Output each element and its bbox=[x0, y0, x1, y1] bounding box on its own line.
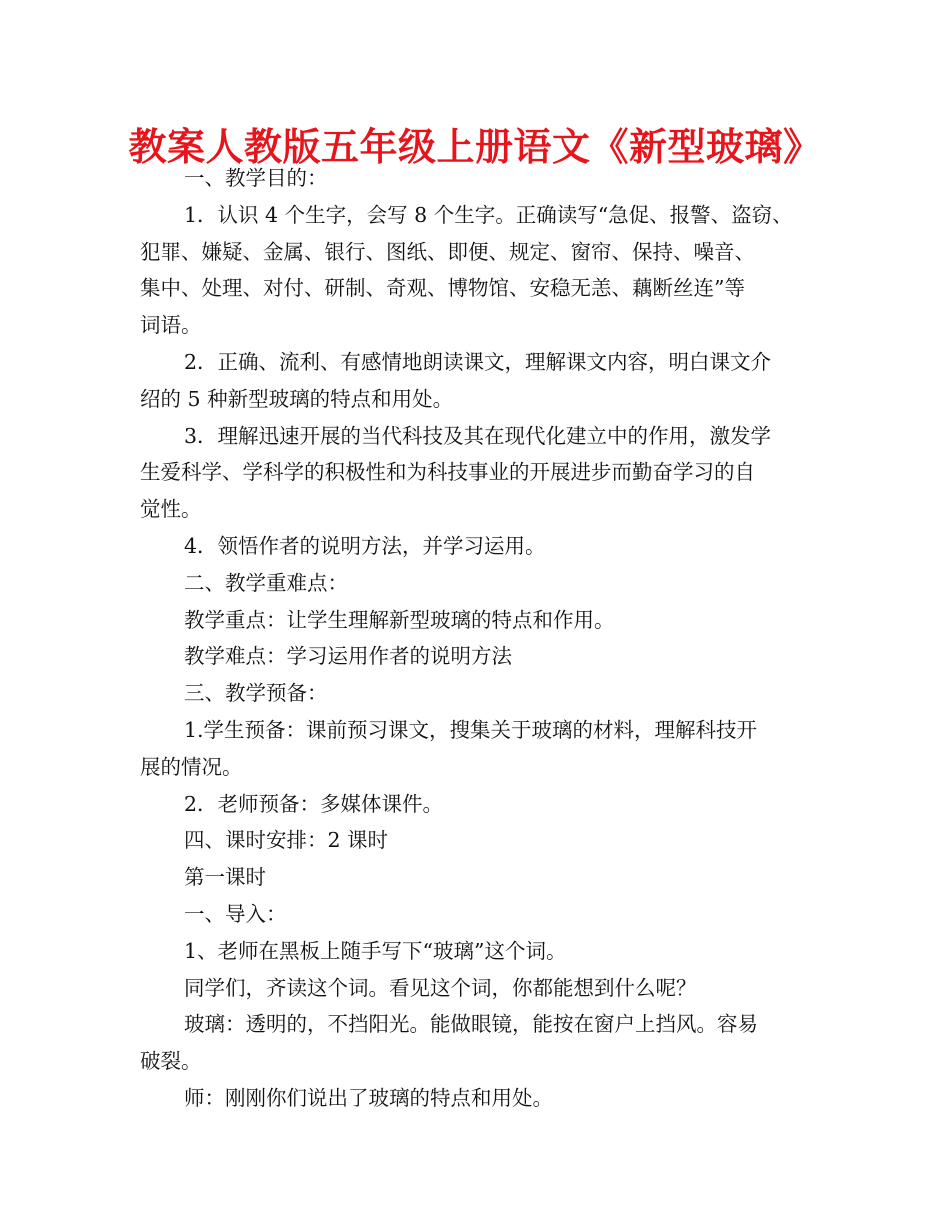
text-line: 1、老师在黑板上随手写下“玻璃”这个词。 bbox=[184, 938, 567, 963]
text-line: 二、教学重难点： bbox=[184, 570, 348, 595]
text-line: 1.学生预备：课前预习课文，搜集关于玻璃的材料，理解科技开 bbox=[184, 717, 758, 742]
text-line: 4．领悟作者的说明方法，并学习运用。 bbox=[184, 533, 546, 558]
text-line: 同学们，齐读这个词。看见这个词，你都能想到什么呢？ bbox=[184, 975, 697, 1000]
text-line: 第一课时 bbox=[184, 865, 266, 890]
text-line: 3．理解迅速开展的当代科技及其在现代化建立中的作用，激发学 bbox=[184, 423, 772, 448]
text-line: 犯罪、嫌疑、金属、银行、图纸、即便、规定、窗帘、保持、噪音、 bbox=[140, 239, 755, 264]
text-line: 教学重点：让学生理解新型玻璃的特点和作用。 bbox=[184, 607, 615, 632]
text-line: 师：刚刚你们说出了玻璃的特点和用处。 bbox=[184, 1085, 553, 1110]
text-line: 2．正确、流利、有感情地朗读课文，理解课文内容，明白课文介 bbox=[184, 349, 772, 374]
text-line: 玻璃：透明的，不挡阳光。能做眼镜，能按在窗户上挡风。容易 bbox=[184, 1012, 758, 1037]
document-body bbox=[140, 160, 820, 1117]
text-line: 绍的 5 种新型玻璃的特点和用处。 bbox=[140, 386, 454, 411]
text-line: 四、课时安排：2 课时 bbox=[184, 828, 389, 853]
text-line: 词语。 bbox=[140, 313, 202, 338]
text-line: 生爱科学、学科学的积极性和为科技事业的开展进步而勤奋学习的自 bbox=[140, 460, 755, 485]
text-line: 三、教学预备： bbox=[184, 681, 328, 706]
text-line: 一、教学目的： bbox=[184, 166, 328, 190]
text-line: 觉性。 bbox=[140, 497, 202, 522]
text-line: 1．认识 4 个生字，会写 8 个生字。正确读写“急促、报警、盗窃、 bbox=[184, 202, 793, 227]
text-line: 破裂。 bbox=[140, 1049, 202, 1074]
text-line: 一、导入： bbox=[184, 901, 287, 926]
document-title: 教案人教版五年级上册语文《新型玻璃》 bbox=[128, 125, 822, 169]
text-line: 集中、处理、对付、研制、奇观、博物馆、安稳无恙、藕断丝连”等 bbox=[140, 276, 745, 301]
text-line: 2．老师预备：多媒体课件。 bbox=[184, 791, 444, 816]
text-line: 教学难点：学习运用作者的说明方法 bbox=[184, 644, 512, 669]
text-line: 展的情况。 bbox=[140, 754, 243, 779]
